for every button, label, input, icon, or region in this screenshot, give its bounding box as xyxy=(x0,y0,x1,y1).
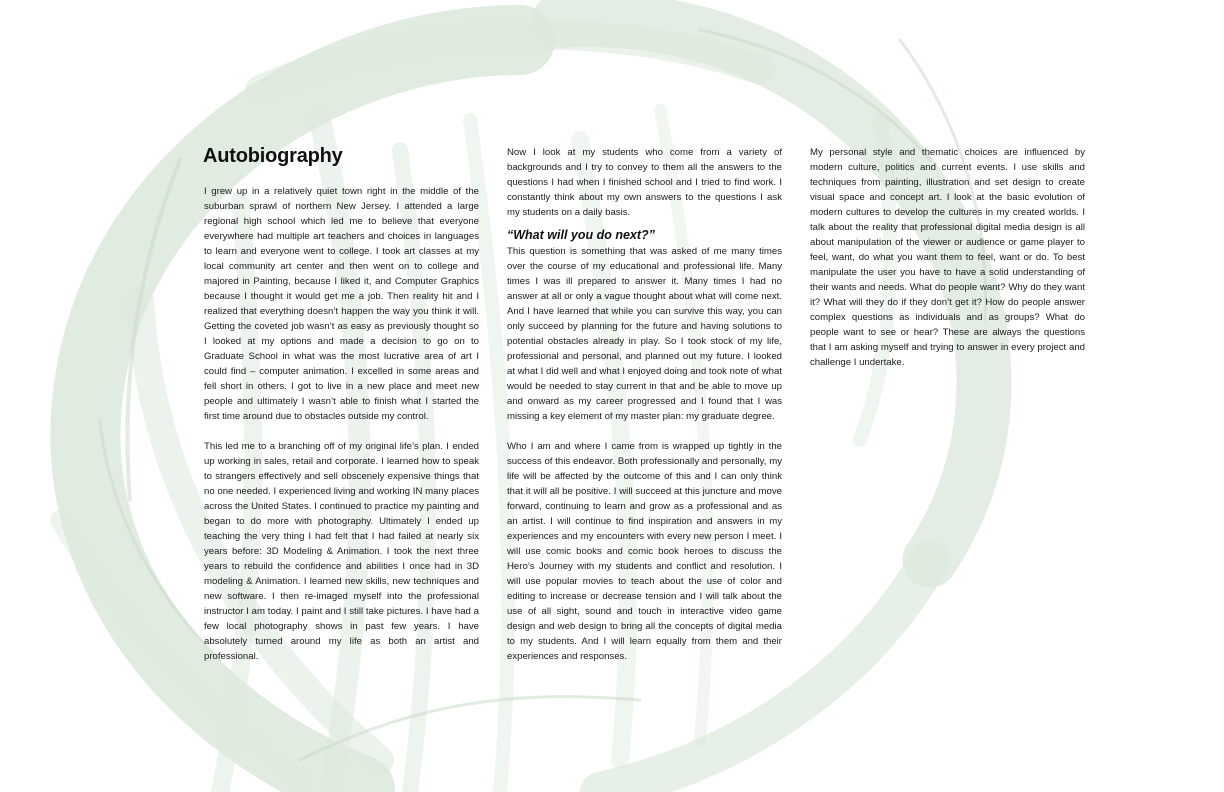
paragraph: My personal style and thematic choices are influenced by modern culture, politics and current events. I use skills and techniques from painting, illustration and set design to create visual space and concept art. I look at the basic evolution of modern cultures to develop the cultures in my created worlds. I talk about the reality that professional digital media design is all about manipulation of the viewer or audience or game player to feel, want, do what you want them to feel, want or do. To best manipulate the user you have to have a solid understanding of their wants and needs. What do people want? Why do they want it? What will they do if they don’t get it? How do people answer complex questions as individuals and as groups? What do people want to see or hear? These are always the questions that I am asking myself and trying to answer in every project and challenge I undertake. xyxy=(810,147,1085,368)
column-3 xyxy=(810,145,1085,385)
column-2 xyxy=(507,145,782,679)
column-1 xyxy=(204,184,479,679)
paragraph: I grew up in a relatively quiet town right in the middle of the suburban sprawl of northern New Jersey. I attended a large regional high school which led me to believe that everyone everywhere had multiple art teachers and choices in languages to learn and everyone went to college. I took art classes at my local community art center and then went on to college and majored in Painting, because I liked it, and Computer Graphics because I thought it would get me a job. Then reality hit and I realized that everything doesn’t happen the way you think it will. Getting the coveted job wasn’t as easy as previously thought so I looked at my options and made a decision to go on to Graduate School in what was the most lucrative area of art I could find – computer animation. I excelled in some areas and fell short in others. I got to live in a new place and meet new people and ultimately I wasn’t able to finish what I started the first time around due to obstacles outside my control. xyxy=(204,186,479,422)
paragraph: This question is something that was asked of me many times over the course of my educational and professional life. Many times I was ill prepared to answer it. Many times I had no answer at all or only a vague thought about what will come next. And I have learned that while you can survive this way, you can only succeed by planning for the future and having solutions to potential obstacles already in play. So I took stock of my life, professional and personal, and planned out my future. I looked at what I did well and what I enjoyed doing and took note of what would be needed to stay current in that and be able to move up and onward as my career progressed and I found that I was missing a key element of my master plan: my graduate degree. xyxy=(507,246,782,422)
paragraph: Who I am and where I came from is wrapped up tightly in the success of this endeavor. Both professionally and personally, my life will be affected by the outcome of this and I can only think that it will all be positive. I will succeed at this juncture and move forward, continuing to learn and grow as a professional and as an artist. I will continue to find inspiration and answers in my experiences and my encounters with every new person I meet. I will use comic books and comic book heroes to discuss the Hero’s Journey with my students and conflict and resolution. I will use popular movies to teach about the use of color and editing to increase or decrease tension and I will talk about the use of all sight, sound and touch in interactive video game design and web design to bring all the concepts of digital media to my students. And I will learn equally from them and their experiences and responses. xyxy=(507,441,782,662)
paragraph-intro: Now I look at my students who come from a variety of backgrounds and I try to convey to them all the answers to the questions I had when I finished school and I tried to find work. I constantly think about my own answers to the questions I ask my students on a daily basis. xyxy=(507,147,782,218)
page-title: Autobiography xyxy=(203,145,343,167)
paragraph: This led me to a branching off of my original life’s plan. I ended up working in sales, retail and corporate. I learned how to speak to strangers effectively and sell obscenely expensive things that no one needed. I experienced living and working IN many places across the United States. I continued to practice my painting and began to do more with photography. Ultimately I ended up teaching the very thing I had felt that I had failed at nearly six years before: 3D Modeling & Animation. I took the next three years to rebuild the confidence and abilities I once had in 3D modeling & Animation. I learned new skills, new techniques and new software. I then re-imaged myself into the professional instructor I am today. I paint and I still take pictures. I have had a few local photography shows in past few years. I have absolutely turned around my life as both an artist and professional. xyxy=(204,441,479,662)
subheading: “What will you do next?” xyxy=(507,228,655,242)
